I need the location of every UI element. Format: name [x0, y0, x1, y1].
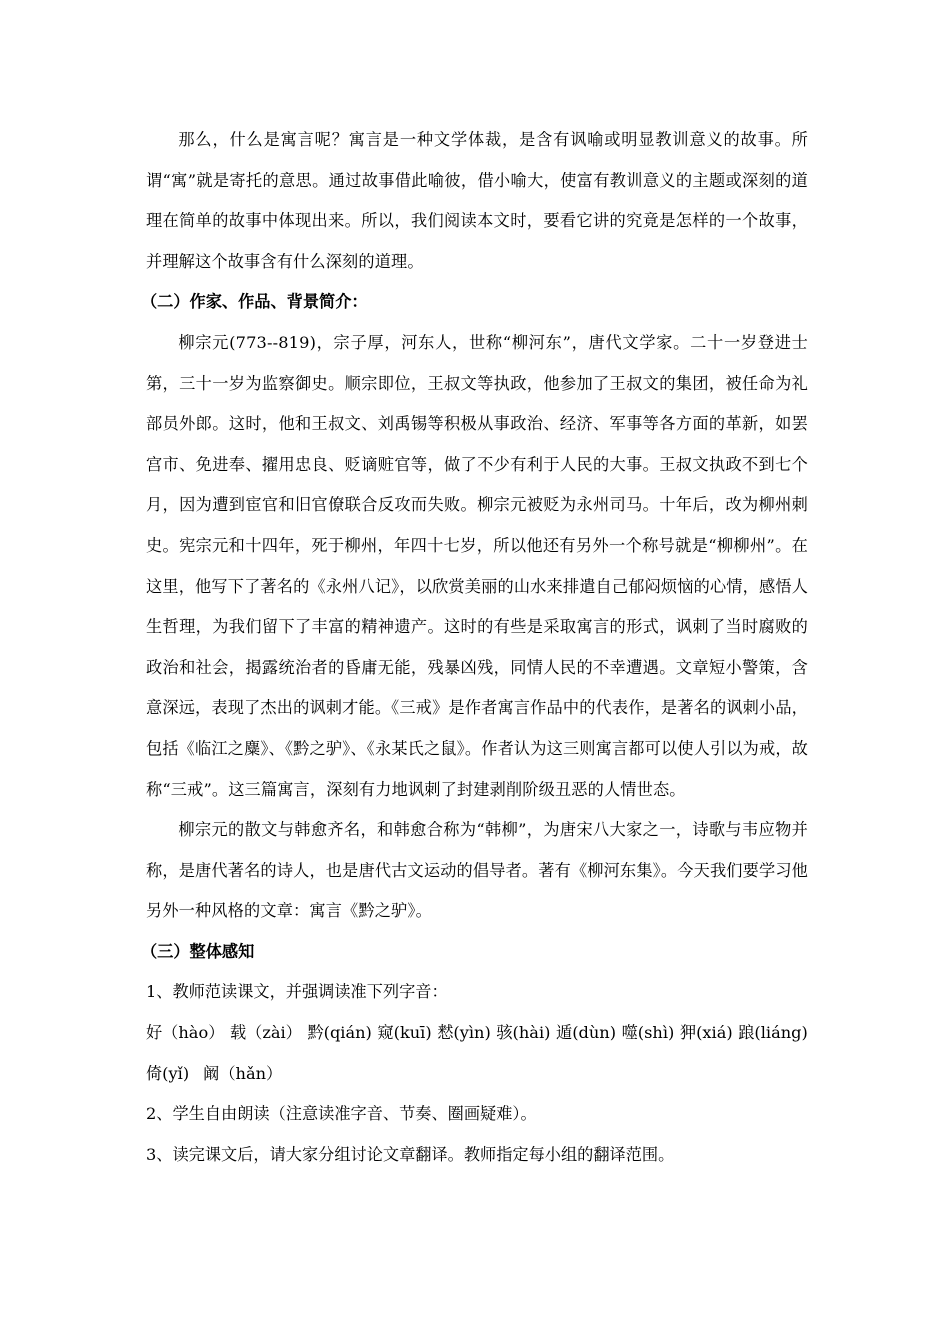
pinyin-item: 好（hào） [146, 1023, 225, 1043]
step-2: 2、学生自由朗读（注意读准字音、节奏、圈画疑难）。 [146, 1104, 537, 1124]
pinyin-list-row-1 [146, 1013, 808, 1054]
intro-paragraph: 那么，什么是寓言呢？寓言是一种文学体裁，是含有讽喻或明显教训意义的故事。所谓“寓”就是寄托的意思。通过故事借此喻彼，借小喻大，使富有教训意义的主题或深刻的道理在简单的故事中体现出来。所以，我们阅读本文时，要看它讲的究竟是怎样的一个故事，并理解这个故事含有什么深刻的道理。 [146, 130, 808, 271]
pinyin-item: 窥(kuī) [377, 1023, 432, 1043]
pinyin-item: 倚(yǐ) [146, 1063, 190, 1083]
section-heading-author: （二）作家、作品、背景简介： [141, 292, 368, 312]
document-page [141, 120, 809, 1175]
pinyin-item: 慭(yìn) [437, 1023, 491, 1043]
pinyin-item: 载（zài） [229, 1023, 302, 1043]
pinyin-item: 狎(xiá) [679, 1023, 733, 1043]
pinyin-item: 噬(shì) [621, 1023, 675, 1043]
step-1: 1、教师范读课文，并强调读准下列字音： [146, 982, 448, 1002]
section-heading-overview: （三）整体感知 [141, 941, 255, 961]
pinyin-list-row-2 [146, 1054, 808, 1095]
pinyin-item: 骇(hài) [496, 1023, 551, 1043]
author-paragraph: 柳宗元(773--819)，宗子厚，河东人，世称“柳河东”，唐代文学家。二十一岁登进士第，三十一岁为监察御史。顺宗即位，王叔文等执政，他参加了王叔文的集团，被任命为礼部员外郎。这时，他和王叔文、刘禹锡等积极从事政治、经济、军事等各方面的革新，如罢宫市、免进奉、擢用忠良、贬谪赃官等，做了不少有利于人民的大事。王叔文执政不到七个月，因为遭到宦官和旧官僚联合反攻而失败。柳宗元被贬为永州司马。十年后，改为柳州刺史。宪宗元和十四年，死于柳州，年四十七岁，所以他还有另外一个称号就是“柳柳州”。在这里，他写下了著名的《永州八记》，以欣赏美丽的山水来排遣自己郁闷烦恼的心情，感悟人生哲理，为我们留下了丰富的精神遗产。这时的有些是采取寓言的形式，讽刺了当时腐败的政治和社会，揭露统治者的昏庸无能，残暴凶残，同情人民的不幸遭遇。文章短小警策，含意深远，表现了杰出的讽刺才能。《三戒》是作者寓言作品中的代表作，是著名的讽刺小品，包括《临江之麋》、《黔之驴》、《永某氏之鼠》。作者认为这三则寓言都可以使人引以为戒，故称“三戒”。这三篇寓言，深刻有力地讽刺了封建剥削阶级丑恶的人情世态。 [146, 332, 809, 799]
step-3: 3、读完课文后，请大家分组讨论文章翻译。教师指定每小组的翻译范围。 [146, 1144, 675, 1164]
pinyin-item: 踉(liáng) [738, 1023, 808, 1043]
pinyin-item: 黔(qián) [307, 1023, 372, 1043]
pinyin-item: 遁(dùn) [556, 1023, 617, 1043]
pinyin-item: 阚（hǎn） [203, 1063, 283, 1083]
works-paragraph: 柳宗元的散文与韩愈齐名，和韩愈合称为“韩柳”，为唐宋八大家之一，诗歌与韦应物并称，是唐代著名的诗人，也是唐代古文运动的倡导者。著有《柳河东集》。今天我们要学习他另外一种风格的文章：寓言《黔之驴》。 [146, 820, 808, 921]
